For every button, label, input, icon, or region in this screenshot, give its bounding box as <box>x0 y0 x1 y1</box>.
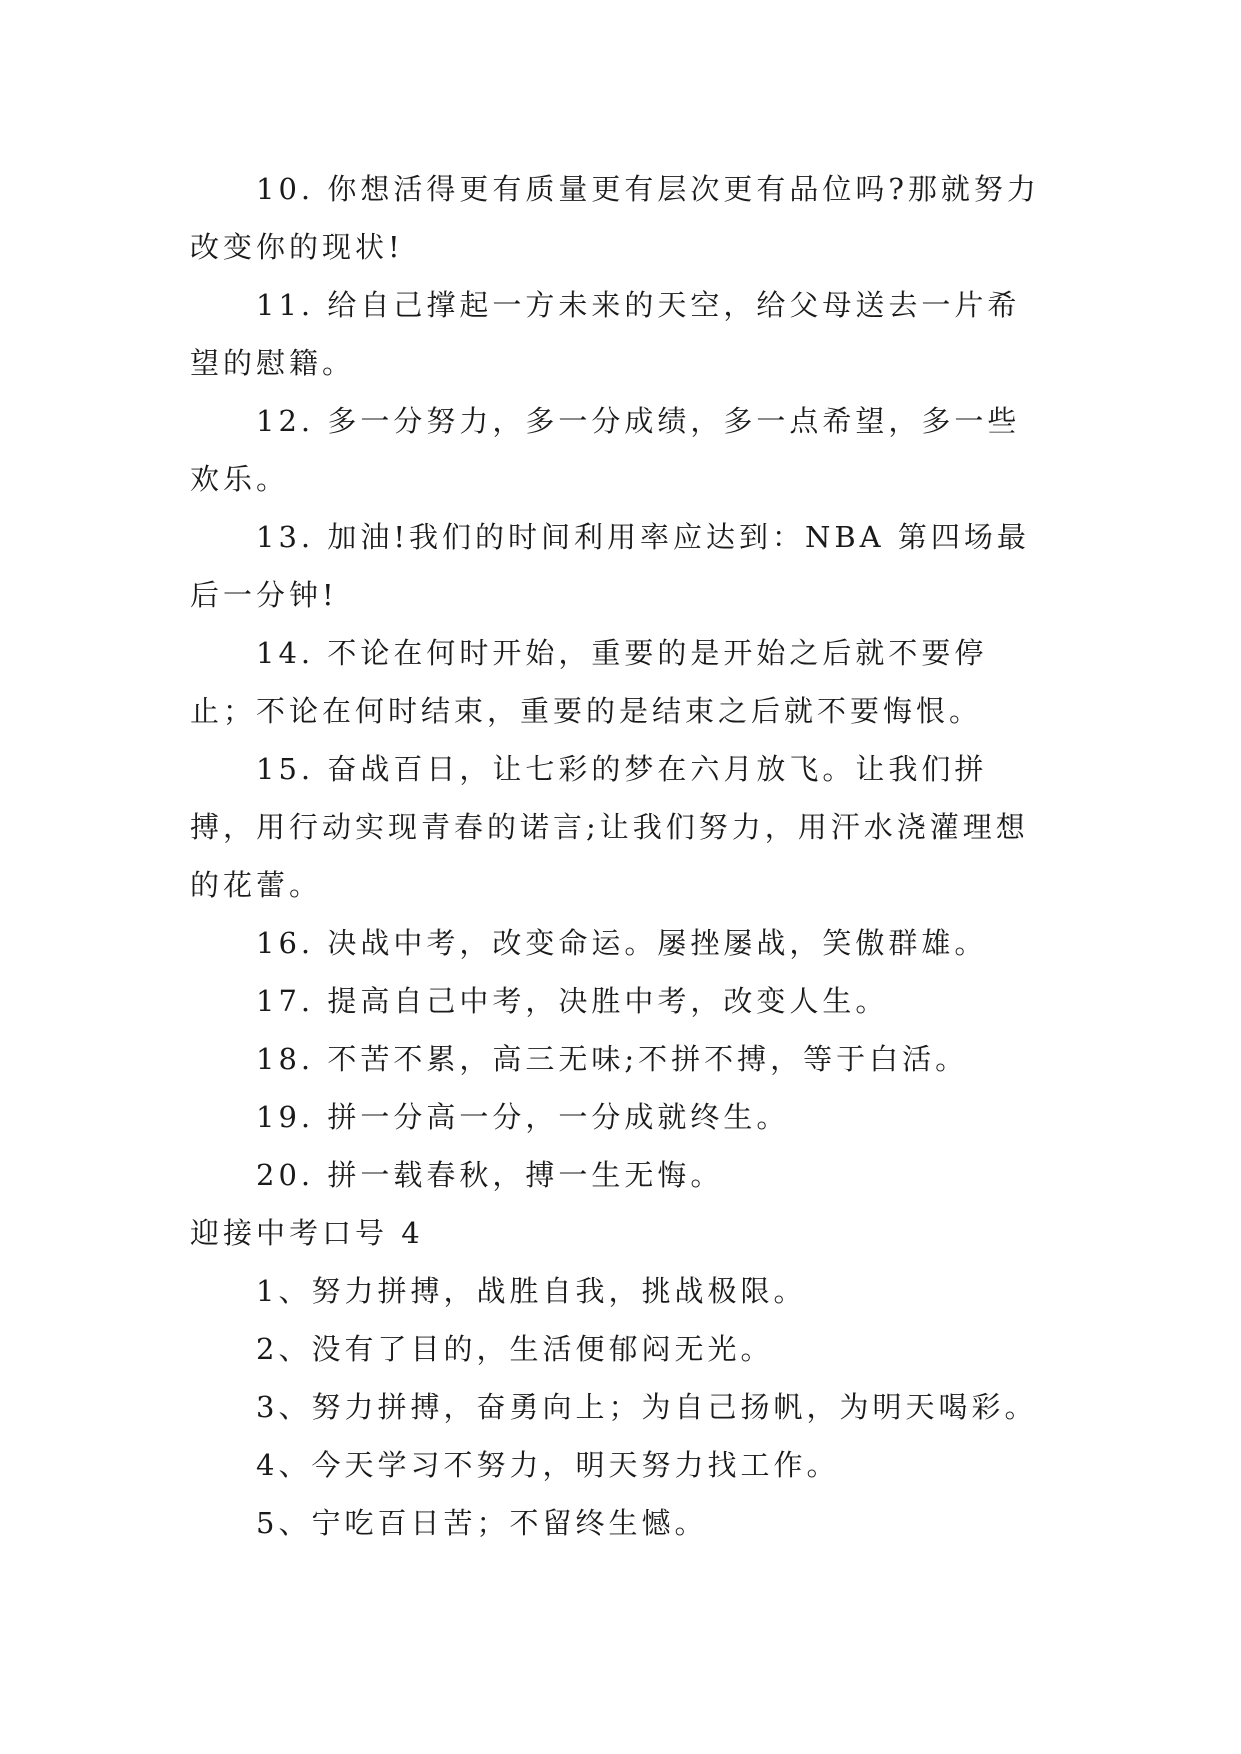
slogan-paragraph-11: 11. 给自己撑起一方未来的天空，给父母送去一片希望的慰籍。 <box>190 288 1021 380</box>
slogan-paragraph-12: 12. 多一分努力，多一分成绩，多一点希望，多一些欢乐。 <box>190 404 1021 496</box>
slogan-paragraph-b5: 5、宁吃百日苦；不留终生憾。 <box>256 1506 708 1540</box>
slogan-paragraph-b1: 1、努力拼搏，战胜自我，挑战极限。 <box>256 1274 807 1308</box>
slogan-paragraph-b3: 3、努力拼搏，奋勇向上；为自己扬帆，为明天喝彩。 <box>256 1390 1038 1424</box>
slogan-paragraph-19: 19. 拼一分高一分，一分成就终生。 <box>256 1100 790 1134</box>
slogan-paragraph-10: 10. 你想活得更有质量更有层次更有品位吗?那就努力改变你的现状! <box>190 172 1040 264</box>
slogan-paragraph-16: 16. 决战中考，改变命运。屡挫屡战，笑傲群雄。 <box>256 926 988 960</box>
slogan-paragraph-20: 20. 拼一载春秋，搏一生无悔。 <box>256 1158 724 1192</box>
slogan-paragraph-17: 17. 提高自己中考，决胜中考，改变人生。 <box>256 984 889 1018</box>
document-body <box>190 160 1050 1552</box>
slogan-paragraph-b4: 4、今天学习不努力，明天努力找工作。 <box>256 1448 840 1482</box>
slogan-paragraph-b2: 2、没有了目的，生活便郁闷无光。 <box>256 1332 774 1366</box>
slogan-paragraph-15: 15. 奋战百日，让七彩的梦在六月放飞。让我们拼搏，用行动实现青春的诺言;让我们努力，用汗水浇灌理想的花蕾。 <box>190 752 1029 902</box>
slogan-paragraph-14: 14. 不论在何时开始，重要的是开始之后就不要停止；不论在何时结束，重要的是结束之后就不要悔恨。 <box>190 636 988 728</box>
slogan-paragraph-18: 18. 不苦不累，高三无味;不拼不搏，等于白活。 <box>256 1042 969 1076</box>
section-heading: 迎接中考口号 4 <box>190 1216 424 1250</box>
slogan-paragraph-13: 13. 加油!我们的时间利用率应达到：NBA 第四场最后一分钟! <box>190 520 1030 612</box>
